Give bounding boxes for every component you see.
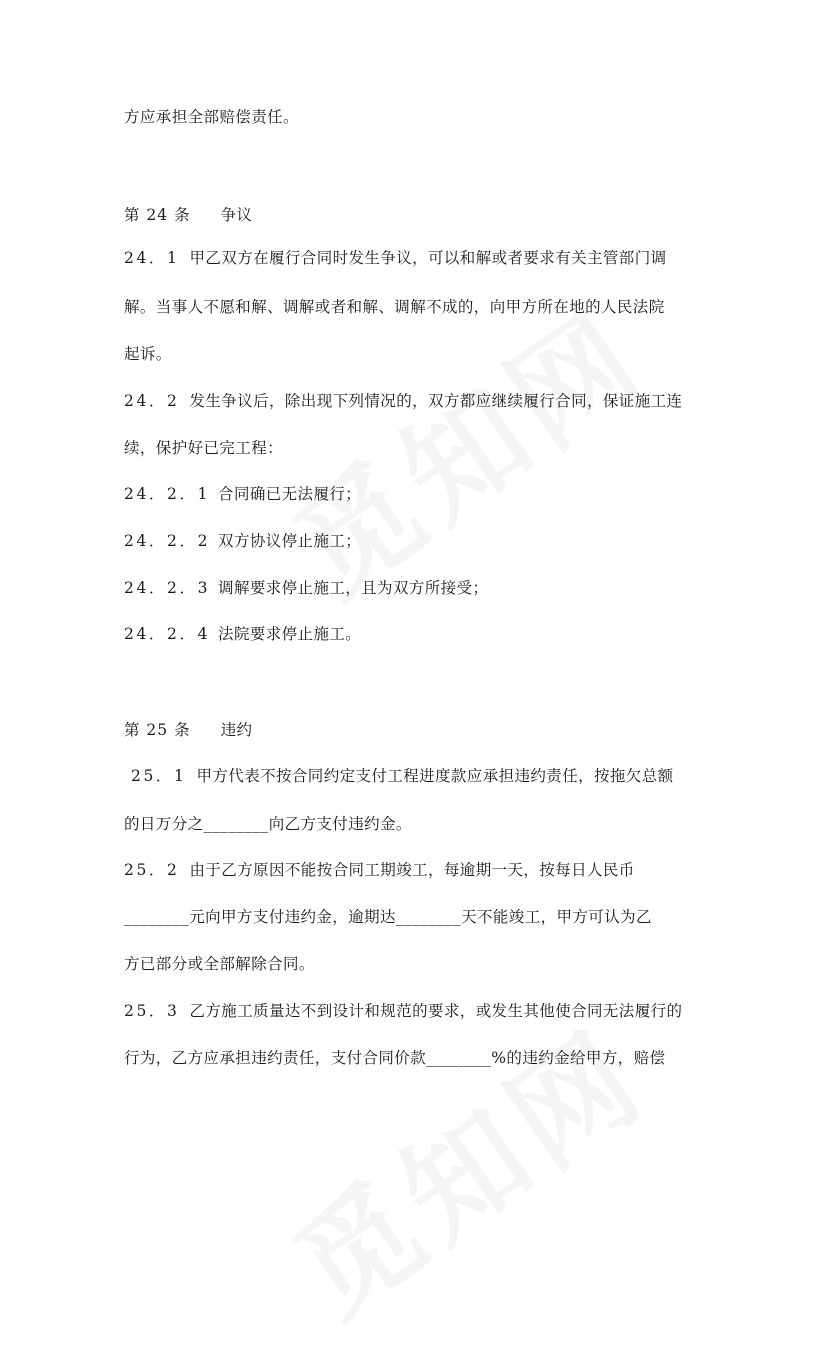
clause-text: 调解要求停止施工，且为双方所接受；: [218, 579, 489, 597]
clause-text: 发生争议后，除出现下列情况的，双方都应继续履行合同，保证施工连: [189, 392, 683, 410]
paragraph-line: 方应承担全部赔偿责任。: [124, 108, 299, 126]
subclause-24-2-1: [124, 484, 361, 504]
subclause-24-2-4: [124, 624, 361, 644]
clause-text: 乙方施工质量达不到设计和规范的要求，或发生其他使合同无法履行的: [189, 1002, 683, 1020]
subclause-24-2-3: [124, 578, 488, 598]
watermark: [256, 264, 674, 629]
subclause-24-2-2: [124, 531, 361, 551]
article-title: 违约: [220, 721, 253, 739]
clause-text: 甲乙双方在履行合同时发生争议，可以和解或者要求有关主管部门调: [189, 249, 667, 267]
clause-25-1: [131, 766, 674, 786]
clause-text: 法院要求停止施工。: [218, 625, 362, 643]
clause-number: 24．2．3: [124, 579, 211, 597]
clause-text: 甲方代表不按合同约定支付工程进度款应承担违约责任，按拖欠总额: [196, 767, 674, 785]
clause-number: 24．2．4: [124, 625, 211, 643]
article-24-heading: [124, 205, 252, 225]
clause-number: 24．2: [124, 392, 180, 410]
article-number: 第 25 条: [124, 721, 191, 739]
clause-25-3: [124, 1001, 682, 1021]
clause-number: 24．2．1: [124, 485, 211, 503]
clause-text: 由于乙方原因不能按合同工期竣工，每逾期一天，按每日人民币: [189, 861, 635, 879]
clause-number: 24．1: [124, 249, 180, 267]
paragraph-line: 续，保护好已完工程：: [124, 439, 284, 457]
clause-24-2: [124, 391, 682, 411]
clause-24-1: [124, 248, 667, 268]
article-title: 争议: [220, 206, 253, 224]
clause-text: 合同确已无法履行；: [218, 485, 362, 503]
clause-number: 25．3: [124, 1002, 180, 1020]
paragraph-line: 行为，乙方应承担违约责任，支付合同价款________%的违约金给甲方，赔偿: [124, 1049, 666, 1067]
article-25-heading: [124, 720, 252, 740]
paragraph-line: 起诉。: [124, 345, 172, 363]
watermark: [256, 984, 674, 1348]
clause-25-2: [124, 860, 635, 880]
clause-text: 双方协议停止施工；: [218, 532, 362, 550]
clause-number: 25．1: [131, 767, 187, 785]
paragraph-line: 解。当事人不愿和解、调解或者和解、调解不成的，向甲方所在地的人民法院: [124, 298, 665, 316]
paragraph-line: ________元向甲方支付违约金，逾期达________天不能竣工，甲方可认为乙: [124, 908, 652, 926]
paragraph-line: 方已部分或全部解除合同。: [124, 955, 315, 973]
clause-number: 24．2．2: [124, 532, 211, 550]
paragraph-line: 的日万分之________向乙方支付违约金。: [124, 815, 412, 833]
article-number: 第 24 条: [124, 206, 191, 224]
clause-number: 25．2: [124, 861, 180, 879]
